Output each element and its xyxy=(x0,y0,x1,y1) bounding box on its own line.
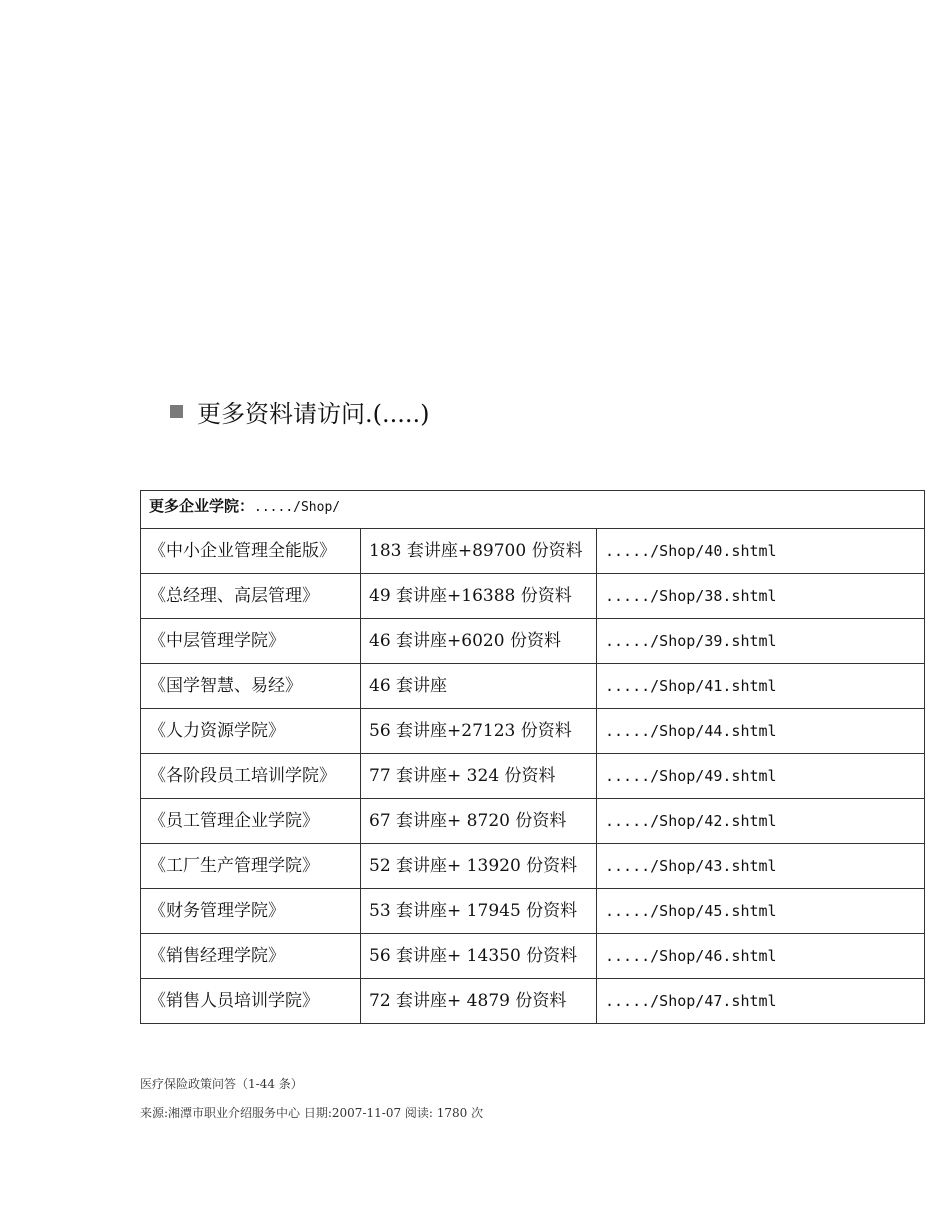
course-url-cell[interactable]: ...../Shop/40.shtml xyxy=(597,529,925,574)
course-name-cell: 《员工管理企业学院》 xyxy=(141,799,361,844)
table-header-row xyxy=(141,491,925,529)
course-name-cell: 《销售人员培训学院》 xyxy=(141,979,361,1024)
course-name-cell: 《人力资源学院》 xyxy=(141,709,361,754)
table-row xyxy=(141,529,925,574)
table-row xyxy=(141,934,925,979)
notice-line xyxy=(170,394,430,429)
course-content-cell: 52 套讲座+ 13920 份资料 xyxy=(361,844,597,889)
course-content-cell: 77 套讲座+ 324 份资料 xyxy=(361,754,597,799)
course-url-cell[interactable]: ...../Shop/47.shtml xyxy=(597,979,925,1024)
header-url[interactable]: ...../Shop/ xyxy=(254,500,341,515)
course-content-cell: 49 套讲座+16388 份资料 xyxy=(361,574,597,619)
course-name-cell: 《各阶段员工培训学院》 xyxy=(141,754,361,799)
course-name-cell: 《中层管理学院》 xyxy=(141,619,361,664)
table-row xyxy=(141,664,925,709)
table-row xyxy=(141,574,925,619)
course-table xyxy=(140,490,925,1024)
course-name-cell: 《中小企业管理全能版》 xyxy=(141,529,361,574)
course-url-cell[interactable]: ...../Shop/49.shtml xyxy=(597,754,925,799)
course-url-cell[interactable]: ...../Shop/41.shtml xyxy=(597,664,925,709)
course-name-cell: 《工厂生产管理学院》 xyxy=(141,844,361,889)
course-content-cell: 67 套讲座+ 8720 份资料 xyxy=(361,799,597,844)
course-url-cell[interactable]: ...../Shop/44.shtml xyxy=(597,709,925,754)
course-content-cell: 183 套讲座+89700 份资料 xyxy=(361,529,597,574)
table-header-cell xyxy=(141,491,925,529)
table-row xyxy=(141,844,925,889)
notice-text: 更多资料请访问.(.....) xyxy=(197,400,430,428)
table-row xyxy=(141,979,925,1024)
footer-meta: 来源:湘潭市职业介绍服务中心 日期:2007-11-07 阅读: 1780 次 xyxy=(140,1106,484,1120)
square-bullet-icon xyxy=(170,405,183,418)
course-name-cell: 《总经理、高层管理》 xyxy=(141,574,361,619)
course-url-cell[interactable]: ...../Shop/38.shtml xyxy=(597,574,925,619)
course-content-cell: 46 套讲座 xyxy=(361,664,597,709)
table-row xyxy=(141,754,925,799)
course-content-cell: 46 套讲座+6020 份资料 xyxy=(361,619,597,664)
table-row xyxy=(141,799,925,844)
course-name-cell: 《国学智慧、易经》 xyxy=(141,664,361,709)
course-name-cell: 《销售经理学院》 xyxy=(141,934,361,979)
table-row xyxy=(141,619,925,664)
table-row xyxy=(141,709,925,754)
table-row xyxy=(141,889,925,934)
course-name-cell: 《财务管理学院》 xyxy=(141,889,361,934)
footer-title: 医疗保险政策问答（1-44 条） xyxy=(140,1077,303,1091)
course-url-cell[interactable]: ...../Shop/43.shtml xyxy=(597,844,925,889)
course-url-cell[interactable]: ...../Shop/39.shtml xyxy=(597,619,925,664)
course-content-cell: 72 套讲座+ 4879 份资料 xyxy=(361,979,597,1024)
course-url-cell[interactable]: ...../Shop/42.shtml xyxy=(597,799,925,844)
course-url-cell[interactable]: ...../Shop/45.shtml xyxy=(597,889,925,934)
course-content-cell: 53 套讲座+ 17945 份资料 xyxy=(361,889,597,934)
course-content-cell: 56 套讲座+ 14350 份资料 xyxy=(361,934,597,979)
course-url-cell[interactable]: ...../Shop/46.shtml xyxy=(597,934,925,979)
course-content-cell: 56 套讲座+27123 份资料 xyxy=(361,709,597,754)
header-title: 更多企业学院： xyxy=(149,497,255,515)
